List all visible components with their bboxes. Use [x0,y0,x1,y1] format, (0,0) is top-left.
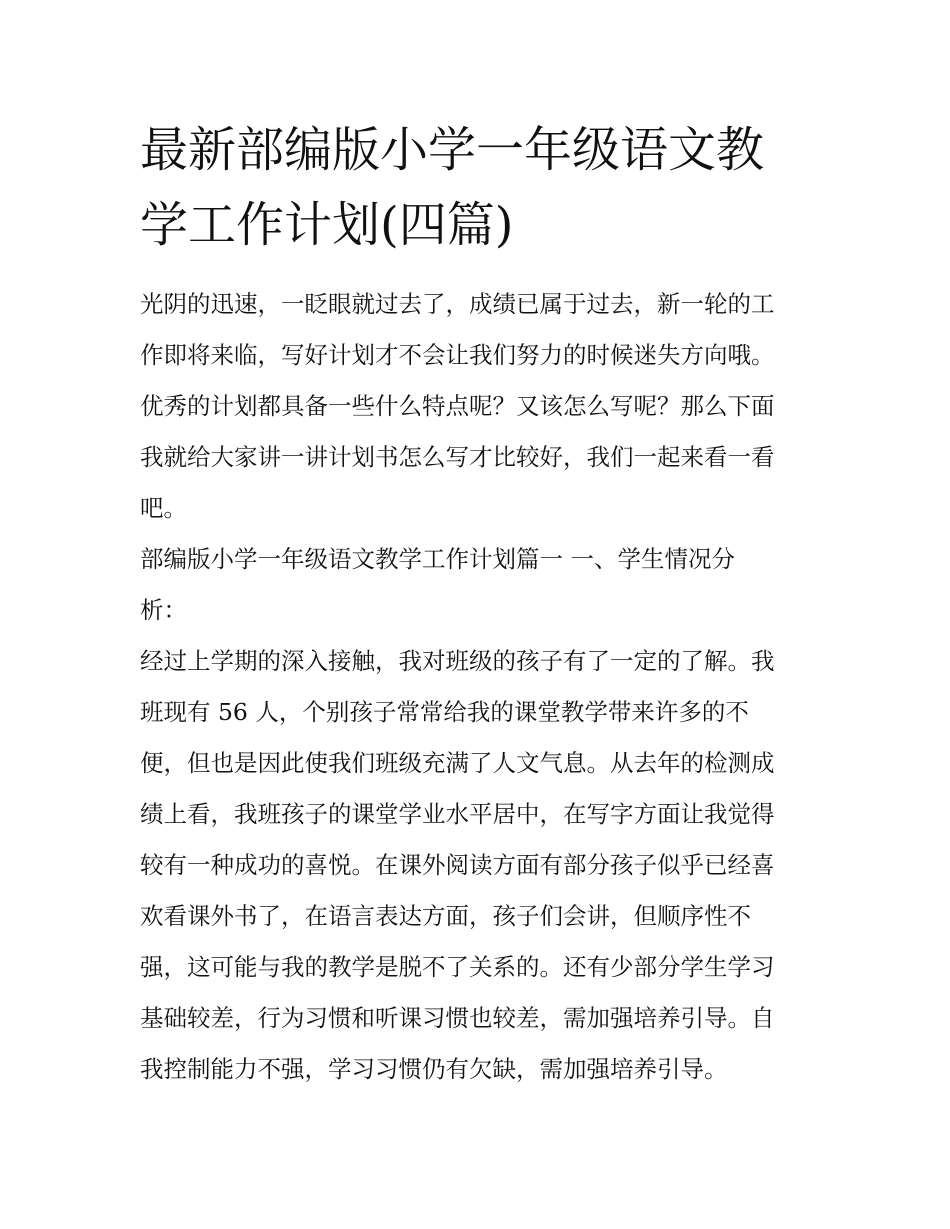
body-line: 我控制能力不强，学习习惯仍有欠缺，需加强培养引导。 [140,1055,728,1083]
body-line: 作即将来临，写好计划才不会让我们努力的时候迷失方向哦。 [140,341,775,369]
body-line: 班现有 56 人，个别孩子常常给我的课堂教学带来许多的不 [140,698,749,726]
body-line: 强，这可能与我的教学是脱不了关系的。还有少部分学生学习 [140,953,775,981]
body-line: 欢看课外书了，在语言表达方面，孩子们会讲，但顺序性不 [140,902,751,930]
body-line: 优秀的计划都具备一些什么特点呢？又该怎么写呢？那么下面 [140,392,775,420]
section-heading-line: 部编版小学一年级语文教学工作计划篇一 一、学生情况分 [140,545,735,573]
body-line: 吧。 [140,494,187,522]
title-line: 学工作计划(四篇) [140,197,514,253]
title-line: 最新部编版小学一年级语文教 [140,122,765,178]
body-line: 绩上看，我班孩子的课堂学业水平居中，在写字方面让我觉得 [140,800,775,828]
body-line: 经过上学期的深入接触，我对班级的孩子有了一定的了解。我 [140,647,775,675]
document-title [140,113,820,263]
section-heading-line: 析： [140,596,187,624]
body-line: 我就给大家讲一讲计划书怎么写才比较好，我们一起来看一看 [140,443,775,471]
body-line: 光阴的迅速，一眨眼就过去了，成绩已属于过去，新一轮的工 [140,290,775,318]
body-line: 便，但也是因此使我们班级充满了人文气息。从去年的检测成 [140,749,775,777]
body-line: 较有一种成功的喜悦。在课外阅读方面有部分孩子似乎已经喜 [140,851,775,879]
body-line: 基础较差，行为习惯和听课习惯也较差，需加强培养引导。自 [140,1004,775,1032]
document-body [140,279,830,1095]
